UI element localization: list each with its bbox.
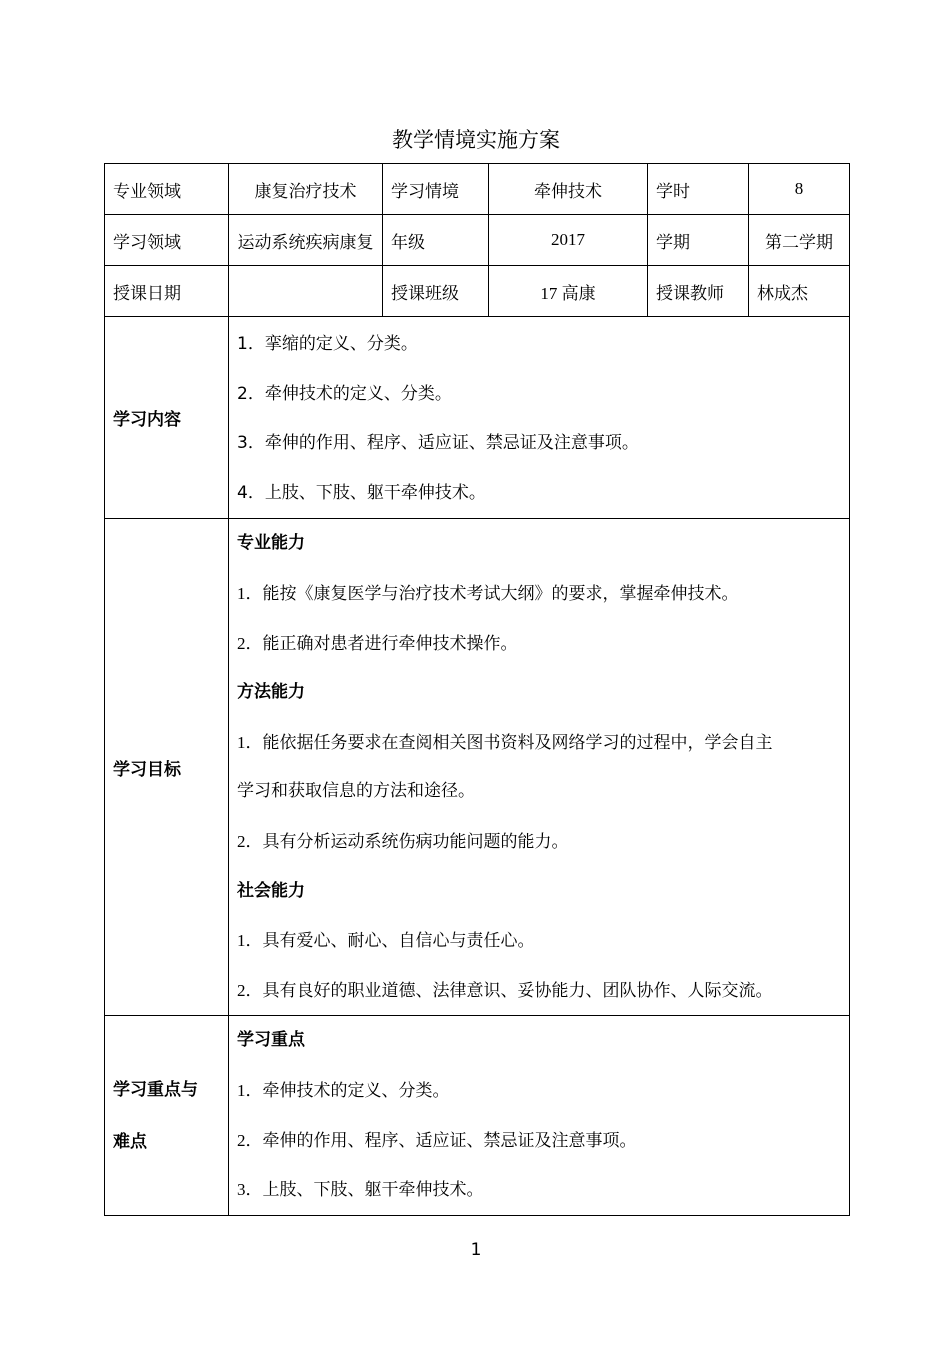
value-major-field: 康复治疗技术	[229, 164, 383, 215]
label-teacher: 授课教师	[648, 266, 749, 317]
list-item	[237, 1116, 849, 1166]
item-text: 牵伸技术的定义、分类。	[264, 383, 452, 404]
list-item	[237, 916, 849, 966]
goals-label: 学习目标	[105, 519, 229, 1016]
item-number: 2．	[237, 383, 265, 404]
value-learning-field: 运动系统疾病康复	[229, 215, 383, 266]
value-hours: 8	[749, 164, 850, 215]
list-item	[237, 1066, 849, 1116]
list-item-continuation: 学习和获取信息的方法和途径。	[237, 781, 475, 802]
list-item	[237, 320, 849, 370]
label-major-field: 专业领域	[105, 164, 229, 215]
item-number: 2．	[237, 1130, 263, 1150]
content-row	[105, 317, 850, 519]
label-grade: 年级	[383, 215, 489, 266]
item-text: 牵伸的作用、程序、适应证、禁忌证及注意事项。	[264, 433, 639, 454]
label-semester: 学期	[648, 215, 749, 266]
item-text: 上肢、下肢、躯干牵伸技术。	[262, 1180, 484, 1201]
info-row-2	[105, 215, 850, 266]
info-row-1	[105, 164, 850, 215]
value-learning-situation: 牵伸技术	[489, 164, 648, 215]
value-class: 17 高康	[489, 266, 648, 317]
item-number: 2．	[237, 633, 263, 653]
content-list	[229, 317, 850, 519]
key-points-list	[229, 1016, 850, 1215]
section-heading: 专业能力	[237, 533, 305, 554]
item-text: 能依据任务要求在查阅相关图书资料及网络学习的过程中，学会自主	[262, 732, 773, 753]
list-item	[237, 370, 849, 420]
item-number: 1．	[237, 583, 263, 603]
list-item	[237, 419, 849, 469]
item-text: 具有良好的职业道德、法律意识、妥协能力、团队协作、人际交流。	[262, 980, 773, 1001]
item-number: 1．	[237, 334, 265, 354]
list-item	[237, 469, 849, 519]
list-item	[237, 718, 849, 768]
key-label-line: 难点	[113, 1131, 147, 1152]
label-class: 授课班级	[383, 266, 489, 317]
label-learning-situation: 学习情境	[383, 164, 489, 215]
content-label: 学习内容	[105, 317, 229, 519]
label-hours: 学时	[648, 164, 749, 215]
key-points-label	[105, 1016, 229, 1215]
item-text: 具有分析运动系统伤病功能问题的能力。	[262, 831, 569, 852]
key-points-row	[105, 1016, 850, 1215]
list-item	[237, 817, 849, 867]
value-teaching-date	[229, 266, 383, 317]
page-number: 1	[470, 1240, 482, 1260]
item-number: 2．	[237, 831, 263, 851]
item-text: 牵伸的作用、程序、适应证、禁忌证及注意事项。	[262, 1130, 637, 1151]
item-text: 能按《康复医学与治疗技术考试大纲》的要求，掌握牵伸技术。	[262, 583, 739, 604]
list-item	[237, 569, 849, 619]
document-title: 教学情境实施方案	[392, 128, 560, 152]
item-number: 2．	[237, 980, 263, 1000]
value-semester: 第二学期	[749, 215, 850, 266]
item-text: 上肢、下肢、躯干牵伸技术。	[264, 482, 486, 503]
key-label-line: 学习重点与	[113, 1079, 198, 1100]
item-number: 3．	[237, 433, 265, 454]
item-number: 4．	[237, 482, 265, 503]
label-teaching-date: 授课日期	[105, 266, 229, 317]
section-heading: 社会能力	[237, 880, 305, 901]
section-heading: 学习重点	[237, 1030, 305, 1051]
goals-row	[105, 519, 850, 1016]
list-item	[237, 619, 849, 669]
item-text: 具有爱心、耐心、自信心与责任心。	[262, 931, 535, 952]
label-learning-field: 学习领域	[105, 215, 229, 266]
item-text: 能正确对患者进行牵伸技术操作。	[262, 633, 518, 654]
item-text: 挛缩的定义、分类。	[264, 334, 418, 354]
item-number: 1．	[237, 732, 263, 752]
section-heading: 方法能力	[237, 682, 305, 703]
list-item	[237, 1165, 849, 1215]
goals-list	[229, 519, 850, 1016]
item-number: 1．	[237, 1080, 263, 1100]
list-item	[237, 966, 849, 1016]
value-teacher: 林成杰	[749, 266, 850, 317]
info-row-3	[105, 266, 850, 317]
plan-table	[104, 163, 850, 1216]
item-number: 3．	[237, 1180, 263, 1200]
value-grade: 2017	[489, 215, 648, 266]
item-number: 1．	[237, 931, 263, 951]
item-text: 牵伸技术的定义、分类。	[262, 1080, 450, 1101]
